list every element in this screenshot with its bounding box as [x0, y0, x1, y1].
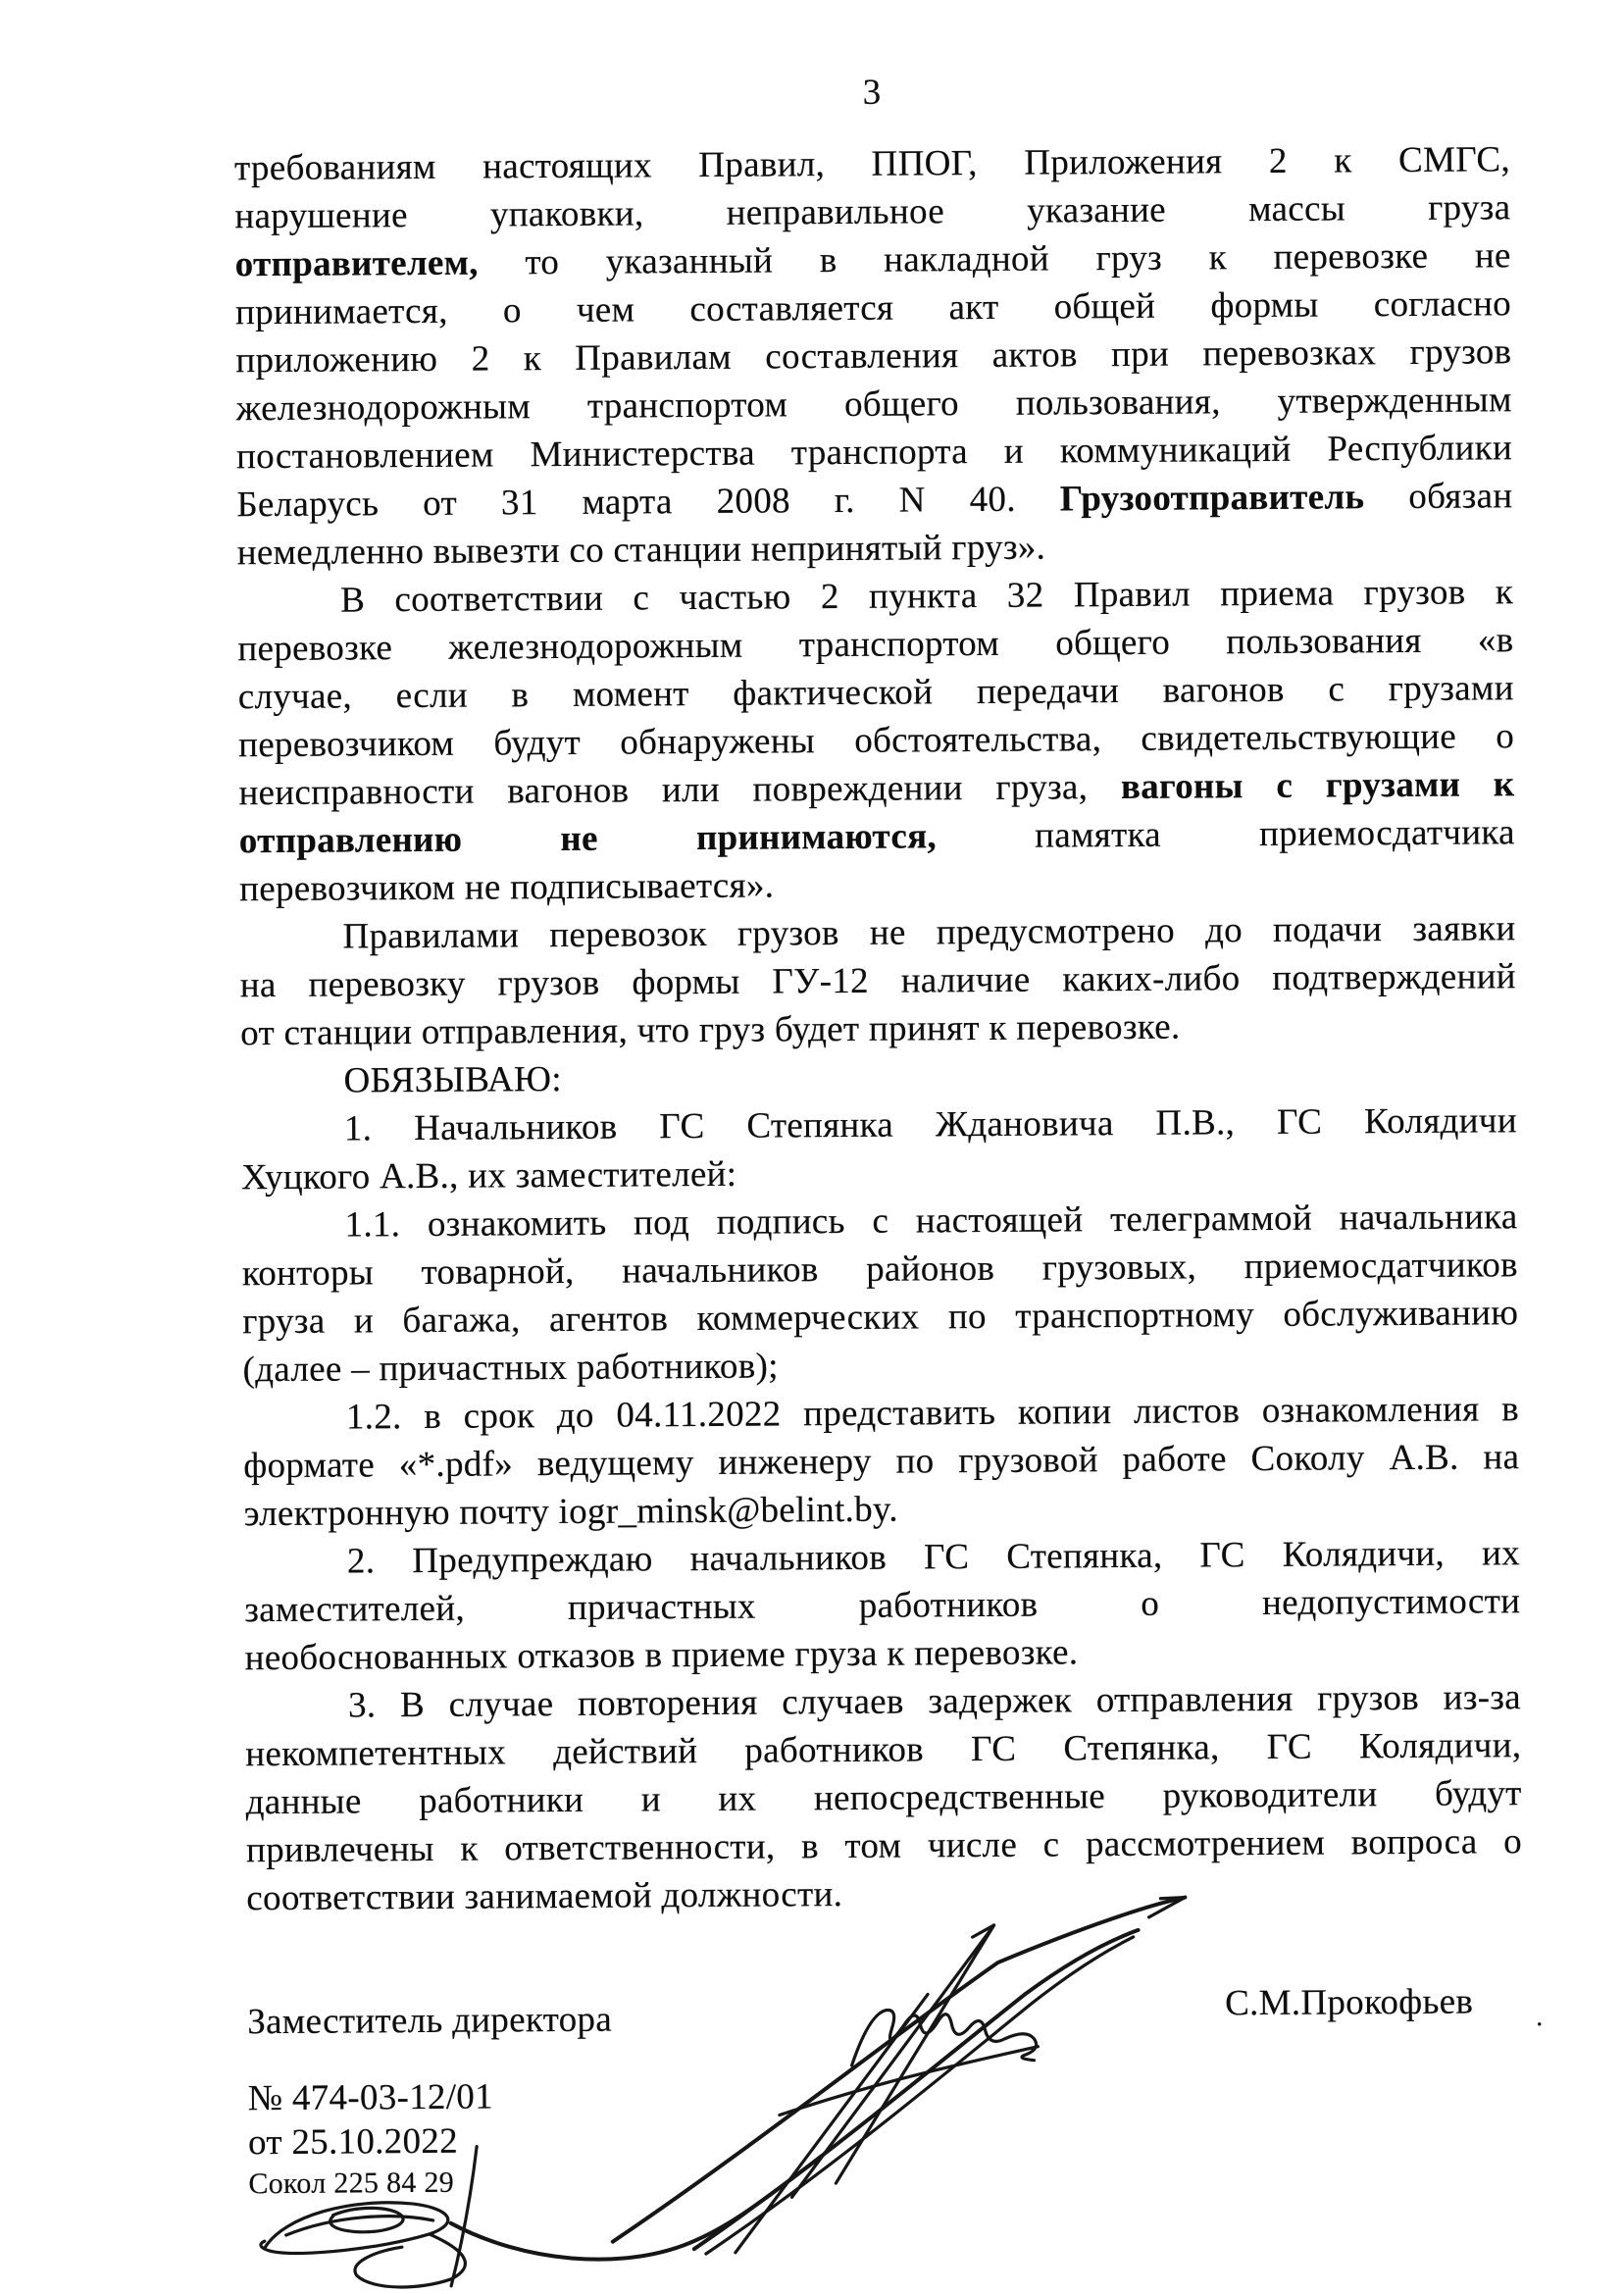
text-line: случае, если в момент фактической передачи вагонов с грузами — [237, 668, 1514, 718]
text-line: неисправности вагонов или повреждении груза, вагоны с грузами к — [238, 764, 1515, 814]
text-line: формате «*.pdf» ведущему инженеру по грузовой работе Соколу А.В. на — [243, 1437, 1520, 1487]
text-line: 3. В случае повторения случаев задержек отправления грузов из-за — [347, 1677, 1522, 1726]
text-line: Хуцкого А.В., их заместителей: — [241, 1153, 737, 1198]
document-date: от 25.10.2022 — [247, 2120, 459, 2164]
signer-position-label: Заместитель директора — [247, 1999, 613, 2043]
text-line: требованиям настоящих Правил, ППОГ, Приложения 2 к СМГС, — [233, 139, 1511, 189]
text-line: перевозке железнодорожным транспортом общего пользования «в — [237, 620, 1514, 670]
document-body — [234, 135, 1523, 1922]
text-line: 1.2. в срок до 04.11.2022 представить копии листов ознакомления в — [345, 1389, 1520, 1438]
text-line: заместителей, причастных работников о недопустимости — [244, 1581, 1521, 1631]
text-line: 2. Предупреждаю начальников ГС Степянка, ГС Колядичи, их — [346, 1533, 1521, 1582]
text-line: соответствии занимаемой должности. — [246, 1874, 843, 1919]
text-line: груза и багажа, агентов коммерческих по транспортному обслуживанию — [242, 1293, 1519, 1343]
text-line: ОБЯЗЫВАЮ: — [343, 1058, 562, 1101]
text-line: Правилами перевозок грузов не предусмотрено до подачи заявки — [342, 908, 1516, 957]
text-line: привлечены к ответственности, в том числе с рассмотрением вопроса о — [245, 1821, 1523, 1871]
text-line: конторы товарной, начальников районов грузовых, приемосдатчиков — [241, 1245, 1519, 1295]
scan-artifact-dot: . — [1536, 2002, 1544, 2033]
text-line: железнодорожным транспортом общего пользования, утвержденным — [235, 380, 1512, 430]
text-line: Беларусь от 31 марта 2008 г. N 40. Грузоотправитель обязан — [236, 476, 1513, 526]
page-number: 3 — [862, 72, 882, 113]
text-line: нарушение упаковки, неправильное указание массы груза — [234, 187, 1511, 237]
text-line: 1.1. ознакомить под подпись с настоящей телеграммой начальника — [344, 1197, 1518, 1246]
text-line: постановлением Министерства транспорта и коммуникаций Республики — [235, 428, 1513, 478]
text-line: приложению 2 к Правилам составления актов при перевозках грузов — [235, 331, 1512, 382]
executor-contact: Сокол 225 84 29 — [248, 2166, 455, 2201]
text-line: перевозчиком будут обнаружены обстоятельства, свидетельствующие о — [238, 716, 1515, 766]
text-line: перевозчиком не подписывается». — [239, 865, 775, 910]
text-line: электронную почту iogr_minsk@belint.by. — [243, 1489, 899, 1535]
text-line: некомпетентных действий работников ГС Степянка, ГС Колядичи, — [245, 1725, 1522, 1775]
text-line: данные работники и их непосредственные руководители будут — [245, 1773, 1522, 1823]
text-line: от станции отправления, что груз будет принят к перевозке. — [240, 1006, 1181, 1054]
text-line: отправлению не принимаются, памятка приемосдатчика — [238, 812, 1515, 862]
text-line: 1. Начальников ГС Степянка Ждановича П.В., ГС Колядичи — [343, 1100, 1517, 1149]
document-number: № 474-03-12/01 — [247, 2076, 494, 2119]
signer-name: С.М.Прокофьев — [1224, 1981, 1474, 2024]
text-line: немедленно вывезти со станции непринятый груз». — [236, 527, 1046, 574]
text-line: (далее – причастных работников); — [242, 1346, 779, 1391]
text-line: отправителем, то указанный в накладной груз к перевозке не — [234, 235, 1511, 285]
text-line: принимается, о чем составляется акт общей формы согласно — [234, 283, 1512, 333]
text-line: необоснованных отказов в приеме груза к перевозке. — [244, 1632, 1079, 1679]
text-line: В соответствии с частью 2 пункта 32 Правил приема грузов к — [339, 572, 1514, 621]
text-line: на перевозку грузов формы ГУ-12 наличие каких-либо подтверждений — [239, 956, 1516, 1006]
